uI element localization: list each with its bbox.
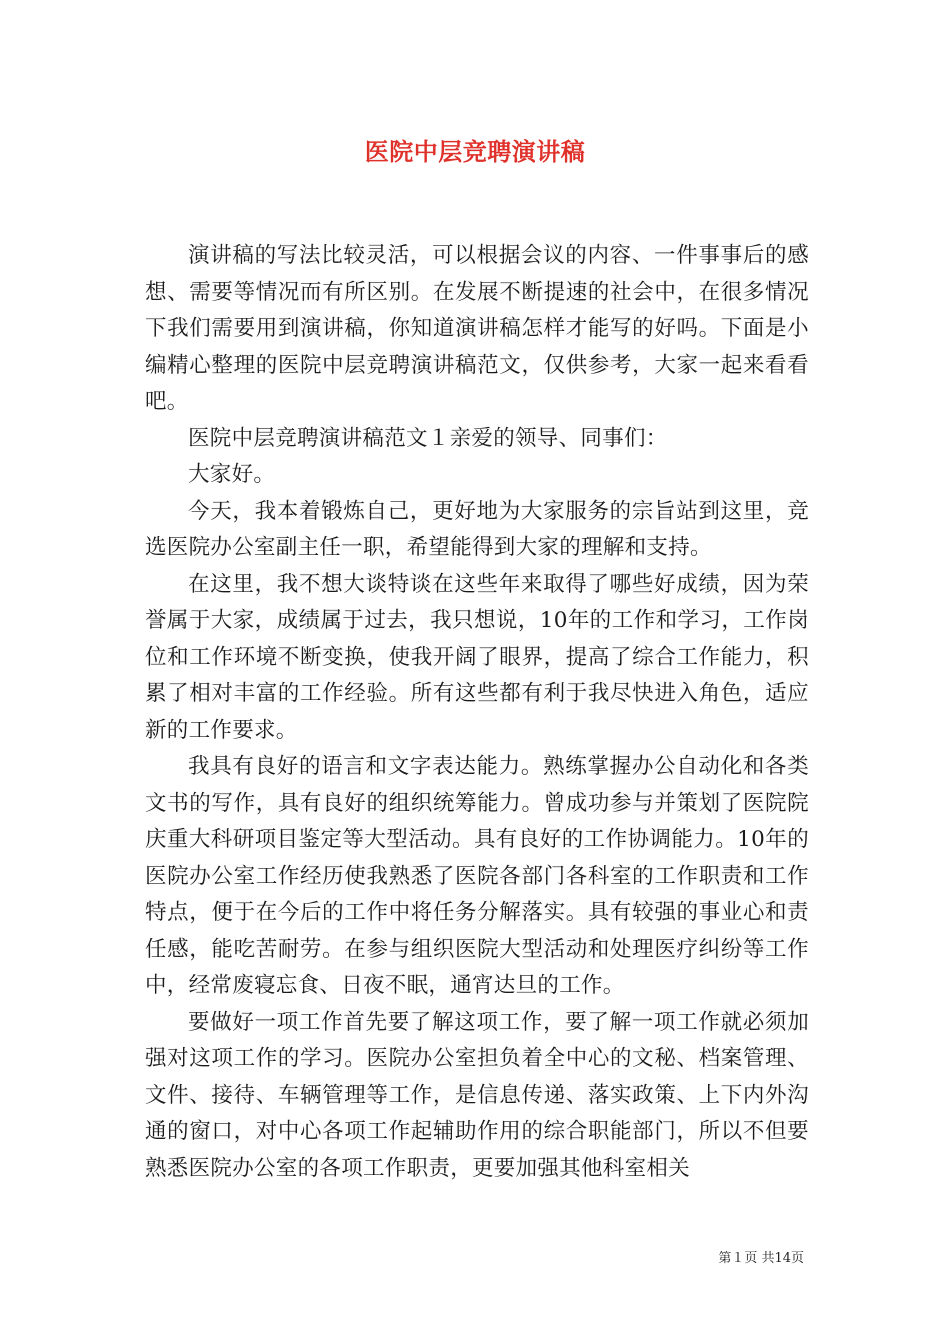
paragraph: 今天，我本着锻炼自己，更好地为大家服务的宗旨站到这里，竞选医院办公室副主任一职，希望能得到大家的理解和支持。 <box>145 498 809 560</box>
document-title: 医院中层竞聘演讲稿 <box>364 137 586 166</box>
paragraph: 大家好。 <box>188 462 276 487</box>
document-body <box>145 238 809 1187</box>
paragraph: 在这里，我不想大谈特谈在这些年来取得了哪些好成绩，因为荣誉属于大家，成绩属于过去，我只想说，10年的工作和学习，工作岗位和工作环境不断变换，使我开阔了眼界，提高了综合工作能力，积累了相对丰富的工作经验。所有这些都有利于我尽快进入角色，适应新的工作要求。 <box>145 571 809 743</box>
paragraph: 要做好一项工作首先要了解这项工作，要了解一项工作就必须加强对这项工作的学习。医院办公室担负着全中心的文秘、档案管理、文件、接待、车辆管理等工作，是信息传递、落实政策、上下内外沟通的窗口，对中心各项工作起辅助作用的综合职能部门，所以不但要熟悉医院办公室的各项工作职责，更要加强其他科室相关 <box>145 1009 809 1181</box>
page-number-footer: 第１页 共14页 <box>718 1251 804 1266</box>
paragraph: 我具有良好的语言和文字表达能力。熟练掌握办公自动化和各类文书的写作，具有良好的组织统筹能力。曾成功参与并策划了医院院庆重大科研项目鉴定等大型活动。具有良好的工作协调能力。10年的医院办公室工作经历使我熟悉了医院各部门各科室的工作职责和工作特点，便于在今后的工作中将任务分解落实。具有较强的事业心和责任感，能吃苦耐劳。在参与组织医院大型活动和处理医疗纠纷等工作中，经常废寝忘食、日夜不眠，通宵达旦的工作。 <box>145 754 809 998</box>
paragraph: 医院中层竞聘演讲稿范文１亲爱的领导、同事们： <box>188 425 668 451</box>
paragraph: 演讲稿的写法比较灵活，可以根据会议的内容、一件事事后的感想、需要等情况而有所区别。在发展不断提速的社会中，在很多情况下我们需要用到演讲稿，你知道演讲稿怎样才能写的好吗。下面是小编精心整理的医院中层竞聘演讲稿范文，仅供参考，大家一起来看看吧。 <box>145 243 809 414</box>
